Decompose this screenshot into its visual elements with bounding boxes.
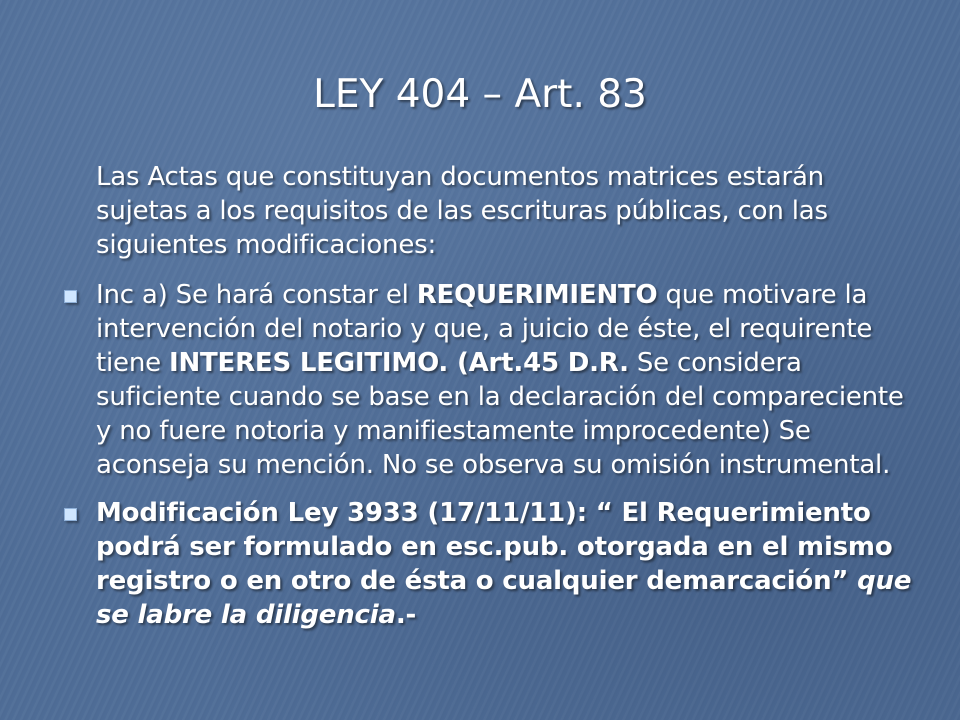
bullet-item-inc-a [62,278,912,482]
bullet1-bold-requerimiento: REQUERIMIENTO [416,280,658,310]
bullet1-text-1: Inc a) Se hará constar el [96,280,417,310]
bullet2-bold-text: Modificación Ley 3933 (17/11/11): “ El Requerimiento podrá ser formulado en esc.pub. otorgada en el mismo registro o en otro de ésta o cualquier demarcación” [96,498,893,596]
square-bullet-icon [64,290,77,303]
bullet-item-modificacion [62,496,912,632]
bullet1-text-2: que motivare la intervención del notario y que, a juicio de éste, el requirente tiene [96,280,873,378]
intro-paragraph: Las Actas que constituyan documentos matrices estarán sujetas a los requisitos de las escrituras públicas, con las siguientes modificaciones: [96,162,828,260]
square-bullet-icon [64,508,77,521]
slide-body [62,160,912,646]
bullet2-bold-italic-text: que se labre la diligencia [96,566,912,630]
bullet2-bold-end: .- [395,600,417,630]
bullet1-text-3: Se considera suficiente cuando se base en la declaración del compareciente y no fuere notoria y manifiestamente improcedente) Se aconseja su mención. No se observa su omisión instrumental. [96,348,904,480]
slide-title: LEY 404 – Art. 83 [313,72,647,117]
bullet1-bold-interes: INTERES LEGITIMO. (Art.45 D.R. [168,348,629,378]
